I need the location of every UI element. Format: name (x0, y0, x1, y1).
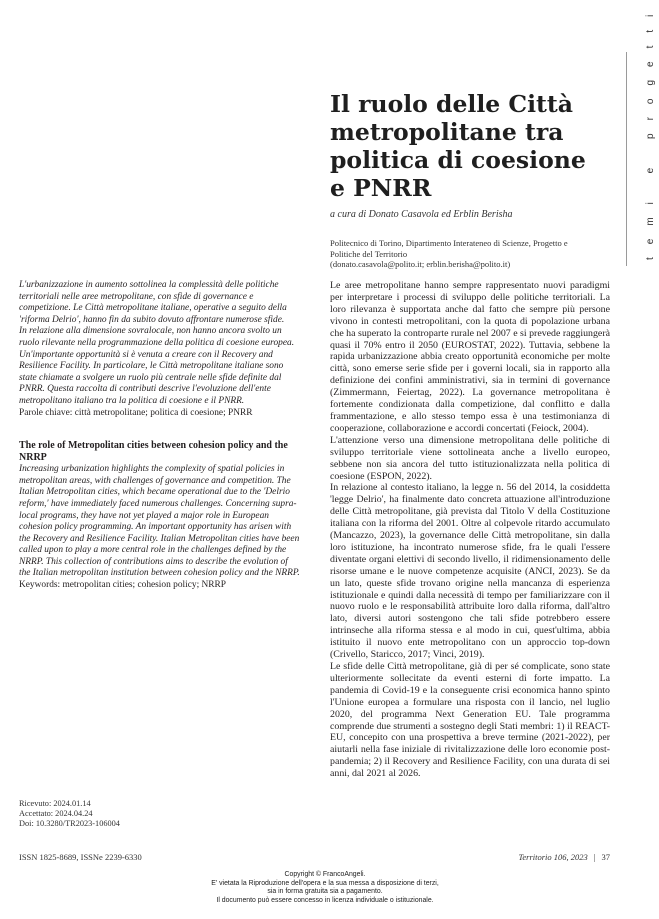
article-title (330, 90, 620, 202)
keywords-it: Parole chiave: città metropolitane; politica di coesione; PNRR (19, 407, 253, 418)
body-paragraph: L'attenzione verso una dimensione metropolitana delle politiche di sviluppo territoriale viene sottolineata anche a livello europeo, sebbene non sia ancora del tutto istituzionalizzata nella politica di coesione (ESPON, 2022). (330, 434, 610, 482)
title-line: metropolitane tra (330, 118, 564, 146)
doi: Doi: 10.3280/TR2023-106004 (19, 819, 120, 828)
abstracts-column (19, 280, 301, 592)
abstract-it-text-2: In relazione alla dimensione sovralocale, non hanno ancora svolto un ruolo rilevante nella programmazione della politica di coesione europea. Un'importante opportunità si è venuta a creare con il Recovery and Resilience Facility. In particolare, le Città metropolitane italiane sono state chiamate a svolgere un ruolo più centrale nelle sfide definite dal PNRR. Questa raccolta di contributi descrive l'evoluzione dell'ente metropolitano italiano tra la politica di coesione e il PNRR. (19, 326, 295, 406)
abstract-en-title: The role of Metropolitan cities between cohesion policy and the NRRP (19, 440, 288, 464)
page-footer (518, 852, 610, 862)
title-line: Il ruolo delle Città (330, 90, 573, 118)
affiliation (330, 238, 610, 270)
body-paragraph: In relazione al contesto italiano, la legge n. 56 del 2014, la cosiddetta 'legge Delrio', ha finalmente dato concreta attuazione all'introduzione delle Città metropolitane, già prevista dal Titolo V della Costituzione italiana con la riforma del 2001. Oltre al colpevole ritardo accumulato (Mancazzo, 2023), la governance delle Città metropolitane, sin dalla loro istituzione, ha incontrato numerose sfide, fra le quali l'essere diventate organi elettivi di secondo livello, il ridimensionamento delle risorse umane e le nuove competenze acquisite (ANCI, 2023). Se da un lato, queste sfide trovano origine nella mancanza di esperienza istituzionale e quindi dalla necessità di tempo per familiarizzare con il nuovo ruolo e le responsabilità attribuite loro dalla riforma, dall'altro lato, diversi autori sostengono che tali sfide potrebbero essere intrinseche alla riforma stessa e al modo in cui, quest'ultima, abbia istituito il nuovo ente metropolitano con un approccio top-down (Crivello, Staricco, 2017; Vinci, 2019). (330, 482, 610, 661)
copyright-line: Il documento può essere concesso in licenza individuale o istituzionale. (216, 896, 434, 904)
accepted-date: Accettato: 2024.04.24 (19, 809, 93, 818)
copyright-line: E' vietata la Riproduzione dell'opera e la sua messa a disposizione di terzi, (211, 879, 439, 887)
curated-by: a cura di Donato Casavola ed Erblin Berisha (330, 209, 513, 220)
article-dates (19, 799, 299, 829)
affiliation-line: Politiche del Territorio (330, 248, 408, 259)
section-tag-label: temi e progetti (645, 1, 656, 260)
keywords-en: Keywords: metropolitan cities; cohesion policy; NRRP (19, 580, 227, 591)
section-tag (626, 1, 656, 266)
received-date: Ricevuto: 2024.01.14 (19, 799, 91, 808)
body-column (330, 280, 610, 780)
affiliation-email: (donato.casavola@polito.it; erblin.berisha@polito.it) (330, 259, 511, 269)
copyright-line: sia in forma gratuita sia a pagamento. (267, 888, 383, 896)
abstract-en-text: Increasing urbanization highlights the complexity of spatial policies in metropolitan areas, with challenges of governance and competition. The Italian Metropolitan cities, which became operational due to the 'Delrio reform,' have immediately faced numerous challenges. Concerning supra-local programs, they have not yet played a major role in European cohesion policy programming. An important opportunity has arisen with the Recovery and Resilience Facility. Italian Metropolitan cities have been called upon to play a more central role in the challenges defined by the NRRP. This collection of contributions aims to describe the evolution of the Italian metropolitan institution between cohesion policy and the NRRP. (19, 464, 300, 579)
body-paragraph: Le aree metropolitane hanno sempre rappresentato nuovi paradigmi per interpretare i processi di sviluppo delle politiche territoriali. La loro rilevanza è supportata anche dal fatto che sempre più persone vivono in contesti metropolitani, con la quota di popolazione urbana che ha superato la controparte rurale nel 2007 e si prevede raggiungerà quasi il 70% entro il 2050 (EUROSTAT, 2022). Tuttavia, sebbene la rapida urbanizzazione abbia creato opportunità economiche per molte città, sono emerse serie sfide per i governi locali, sia in rapporto alla definizione dei confini amministrativi, sia in termini di governance (Zimmermann, Feiertag, 2022). La governance metropolitana è fortemente condizionata dalla competizione, dal conflitto e dalla frammentazione, e allo stesso tempo essa è una testimonianza di cooperazione, collaborazione e accordi concertati (Feiock, 2004). (330, 280, 610, 434)
copyright-notice (0, 871, 650, 905)
copyright-line: Copyright © FrancoAngeli. (284, 871, 366, 878)
page-number: 37 (601, 852, 610, 862)
abstract-it-text: L'urbanizzazione in aumento sottolinea la complessità delle politiche territoriali nelle aree metropolitane, con sfide di governance e competizione. Le Città metropolitane italiane, operative a seguito della 'riforma Delrio', hanno fin da subito dovuto affrontare numerose sfide. (19, 280, 287, 325)
issn: ISSN 1825-8689, ISSNe 2239-6330 (19, 852, 142, 862)
title-line: politica di coesione (330, 146, 586, 174)
body-paragraph: Le sfide delle Città metropolitane, già di per sé complicate, sono state ulteriormente sollecitate da eventi esterni di forte impatto. La pandemia di Covid-19 e la conseguente crisi economica hanno spinto l'Unione europea a formulare una risposta con il lancio, nel luglio 2020, del programma Next Generation EU. Tale programma comprende due strumenti a sostegno degli Stati membri: 1) il REACT-EU, concepito con una prospettiva a breve termine (2021-2022), per aiutarli nella fase iniziale di rivitalizzazione delle loro economie post-pandemia; 2) il Recovery and Resilience Facility, con una durata di sei anni, dal 2021 al 2026. (330, 661, 610, 780)
footer-separator: | (593, 852, 596, 862)
affiliation-line: Politecnico di Torino, Dipartimento Interateneo di Scienze, Progetto e (330, 238, 568, 248)
title-line: e PNRR (330, 174, 432, 202)
journal-name: Territorio 106, 2023 (518, 852, 588, 862)
